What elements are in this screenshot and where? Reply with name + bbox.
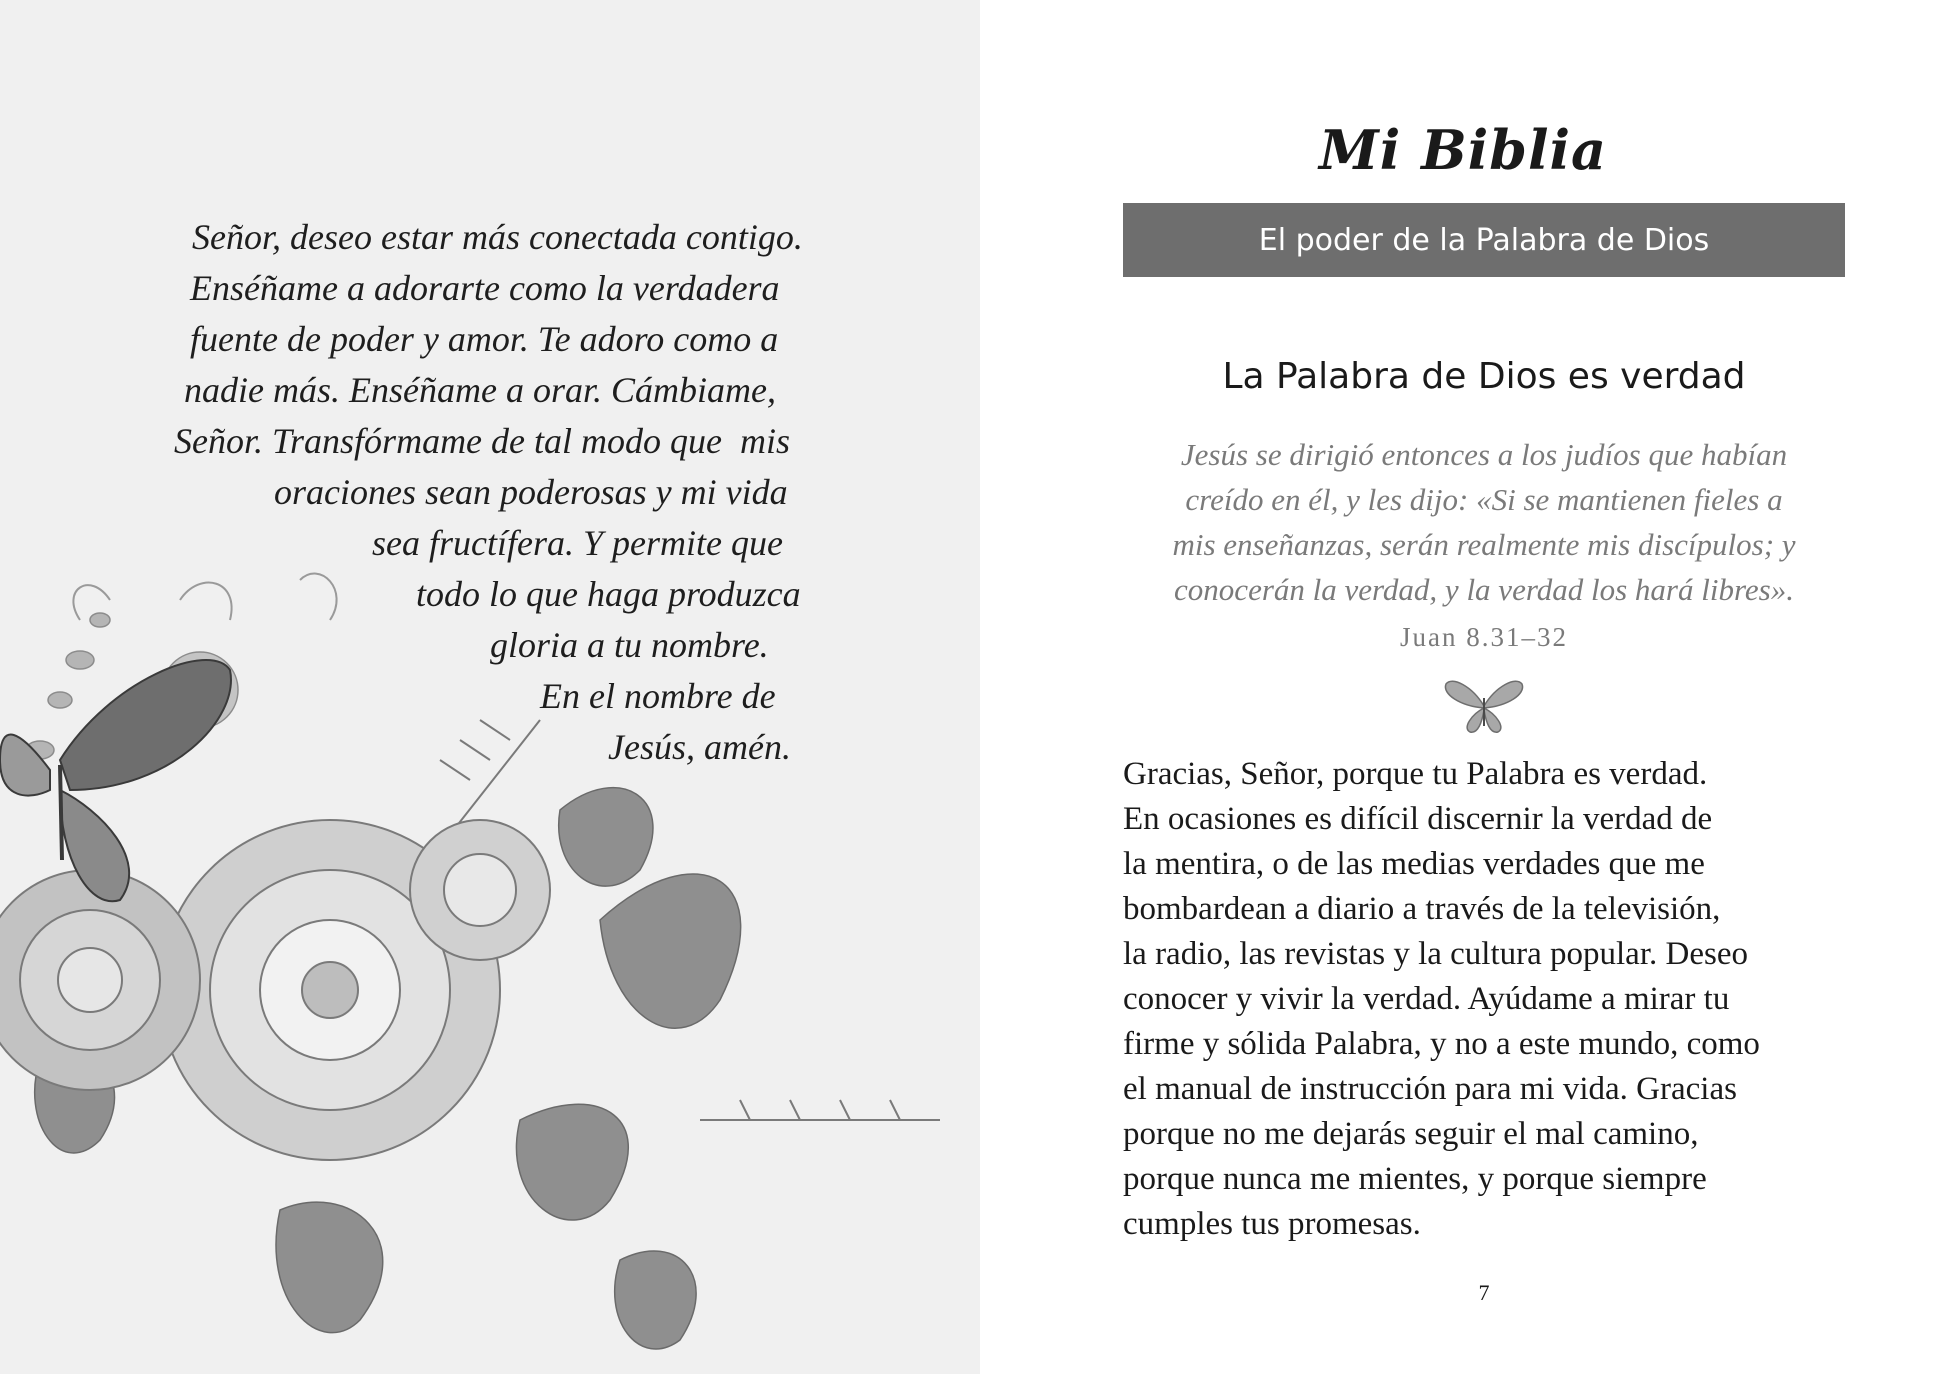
body-line: bombardean a diario a través de la televisión,	[1123, 891, 1721, 927]
prayer-line: gloria a tu nombre.	[490, 625, 769, 665]
right-page	[980, 0, 1946, 1374]
section-heading-band	[1123, 203, 1845, 277]
butterfly-icon	[1442, 676, 1526, 736]
devotion-title: La Palabra de Dios es verdad	[1222, 356, 1746, 397]
prayer-line: fuente de poder y amor. Te adoro como a	[190, 319, 779, 359]
prayer-line: sea fructífera. Y permite que	[372, 523, 783, 563]
prayer-line: Señor, deseo estar más conectada contigo.	[192, 217, 803, 257]
devotional-body	[1123, 752, 1863, 1247]
body-line: la radio, las revistas y la cultura popular. Deseo	[1123, 936, 1748, 972]
body-line: porque nunca me mientes, y porque siempre	[1123, 1161, 1707, 1197]
verse-line: conocerán la verdad, y la verdad los hará libres».	[1174, 572, 1794, 607]
prayer-line: nadie más. Enséñame a orar. Cámbiame,	[184, 370, 776, 410]
verse-line: creído en él, y les dijo: «Si se mantienen fieles a	[1185, 482, 1783, 517]
section-title: El poder de la Palabra de Dios	[1258, 222, 1710, 258]
body-line: firme y sólida Palabra, y no a este mundo, como	[1123, 1026, 1760, 1062]
body-line: En ocasiones es difícil discernir la verdad de	[1123, 801, 1713, 837]
body-line: conocer y vivir la verdad. Ayúdame a mirar tu	[1123, 981, 1730, 1017]
verse-reference: Juan 8.31–32	[1400, 622, 1568, 652]
body-line: Gracias, Señor, porque tu Palabra es verdad.	[1123, 756, 1708, 792]
prayer-line: En el nombre de	[540, 676, 776, 716]
scripture-verse	[1123, 432, 1845, 612]
page-number: 7	[1478, 1280, 1490, 1305]
prayer-line: todo lo que haga produzca	[416, 574, 801, 614]
body-line: la mentira, o de las medias verdades que me	[1123, 846, 1705, 882]
prayer-line: Jesús, amén.	[608, 727, 791, 767]
floral-illustration	[0, 560, 980, 1374]
body-line: cumples tus promesas.	[1123, 1206, 1421, 1242]
verse-line: Jesús se dirigió entonces a los judíos que habían	[1180, 437, 1788, 472]
prayer-line: Señor. Transfórmame de tal modo que mis	[174, 421, 791, 461]
book-title: Mi Biblia	[1318, 118, 1608, 182]
verse-line: mis enseñanzas, serán realmente mis discípulos; y	[1172, 527, 1796, 562]
prayer-line: oraciones sean poderosas y mi vida	[274, 472, 788, 512]
body-line: porque no me dejarás seguir el mal camino,	[1123, 1116, 1699, 1152]
body-line: el manual de instrucción para mi vida. Gracias	[1123, 1071, 1737, 1107]
prayer-line: Enséñame a adorarte como la verdadera	[190, 268, 780, 308]
